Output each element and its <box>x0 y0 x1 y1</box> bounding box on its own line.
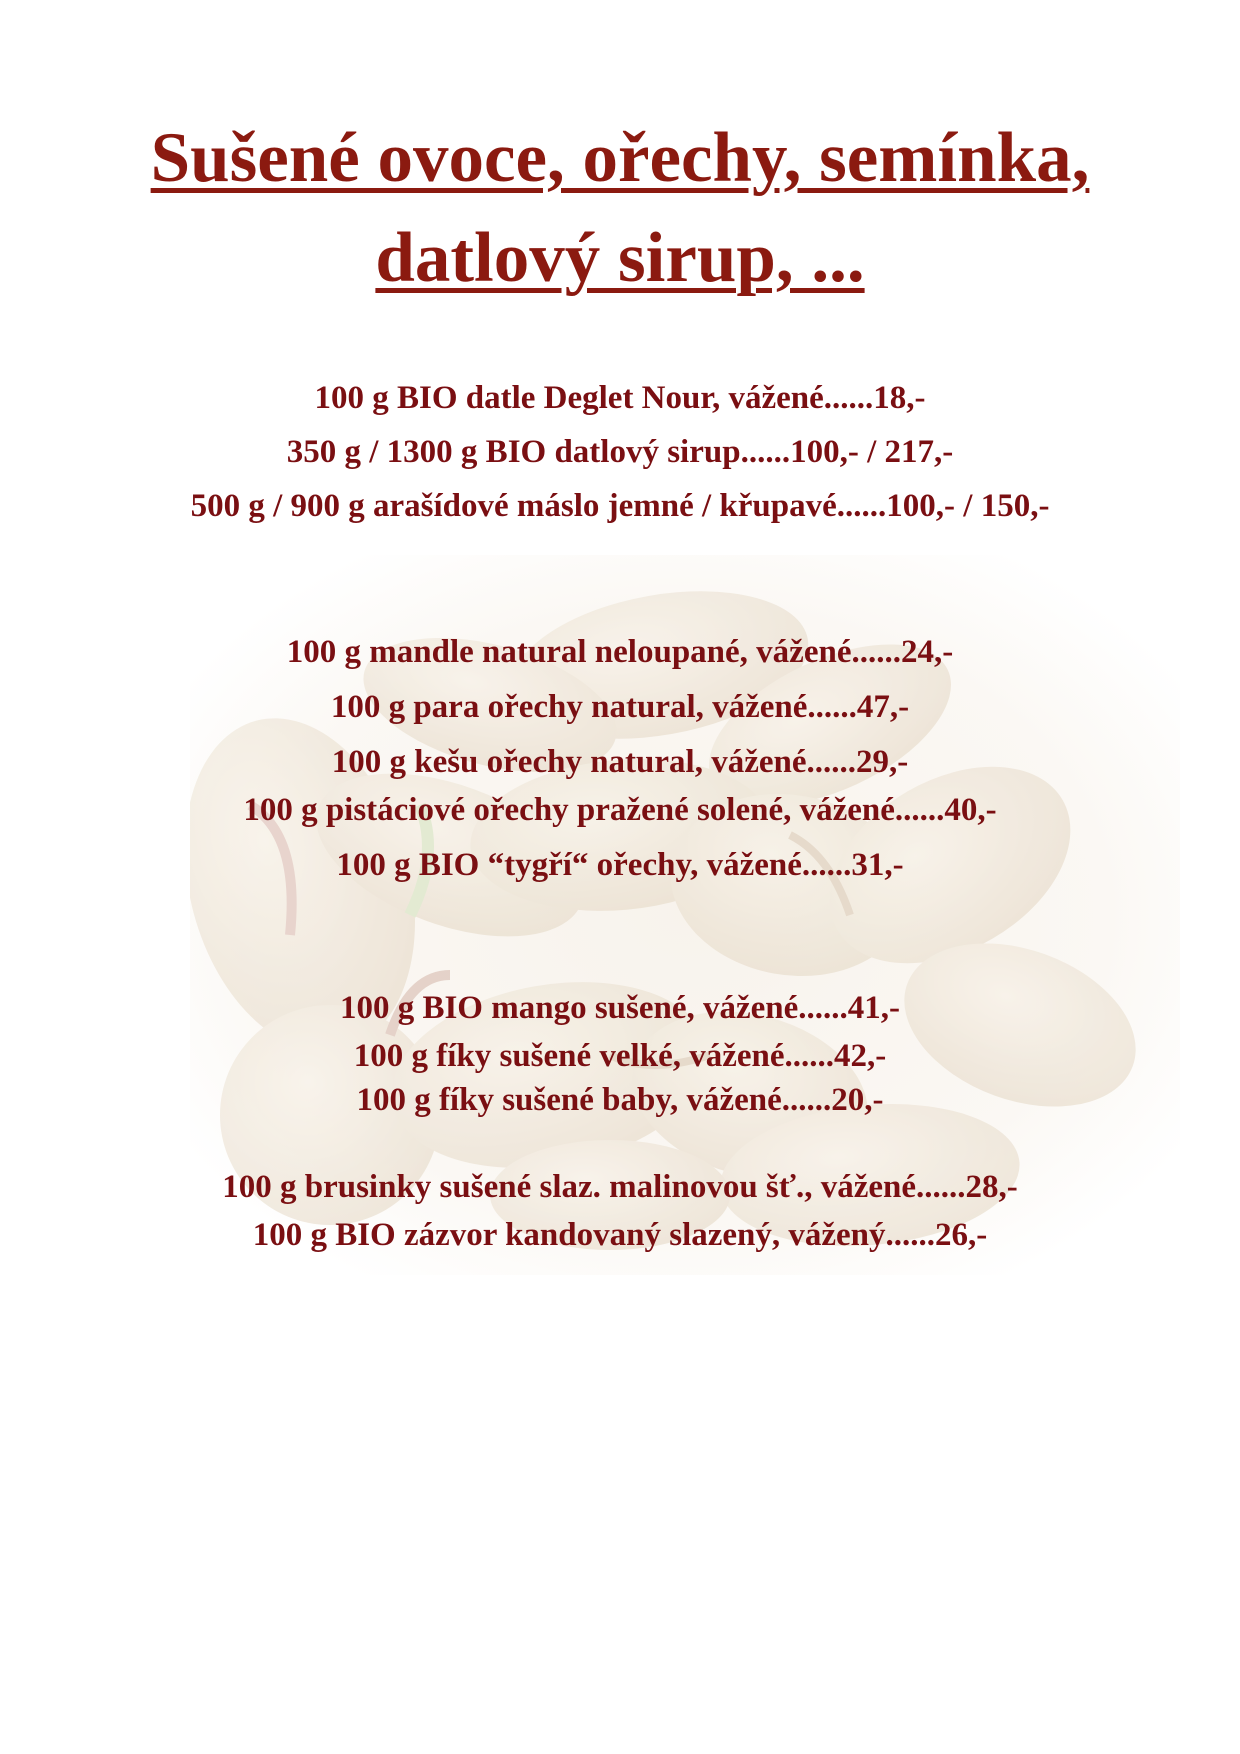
price-item-figs-baby: 100 g fíky sušené baby, vážené......20,- <box>356 1082 884 1118</box>
price-item-dates: 100 g BIO datle Deglet Nour, vážené......18,- <box>314 380 926 416</box>
price-item-cashews: 100 g kešu ořechy natural, vážené......29,- <box>331 744 909 780</box>
price-item-pistachios: 100 g pistáciové ořechy pražené solené, vážené......40,- <box>243 792 997 828</box>
price-item-peanut-butter: 500 g / 900 g arašídové máslo jemné / křupavé......100,- / 150,- <box>190 488 1050 524</box>
price-item-brazil-nuts: 100 g para ořechy natural, vážené......47,- <box>330 689 910 725</box>
price-item-ginger: 100 g BIO zázvor kandovaný slazený, vážený......26,- <box>252 1217 988 1253</box>
title-line-1: Sušené ovoce, ořechy, semínka, <box>150 119 1090 197</box>
page-title <box>0 108 1240 308</box>
price-item-figs-large: 100 g fíky sušené velké, vážené......42,- <box>353 1038 887 1074</box>
title-line-2: datlový sirup, ... <box>375 219 865 297</box>
price-item-almonds: 100 g mandle natural neloupané, vážené......24,- <box>286 634 954 670</box>
price-item-cranberries: 100 g brusinky sušené slaz. malinovou šť., vážené......28,- <box>222 1169 1018 1205</box>
price-item-date-syrup: 350 g / 1300 g BIO datlový sirup......100,- / 217,- <box>286 434 954 470</box>
price-item-mango: 100 g BIO mango sušené, vážené......41,- <box>339 990 901 1026</box>
price-item-tiger-nuts: 100 g BIO “tygří“ ořechy, vážené......31,- <box>336 847 904 883</box>
